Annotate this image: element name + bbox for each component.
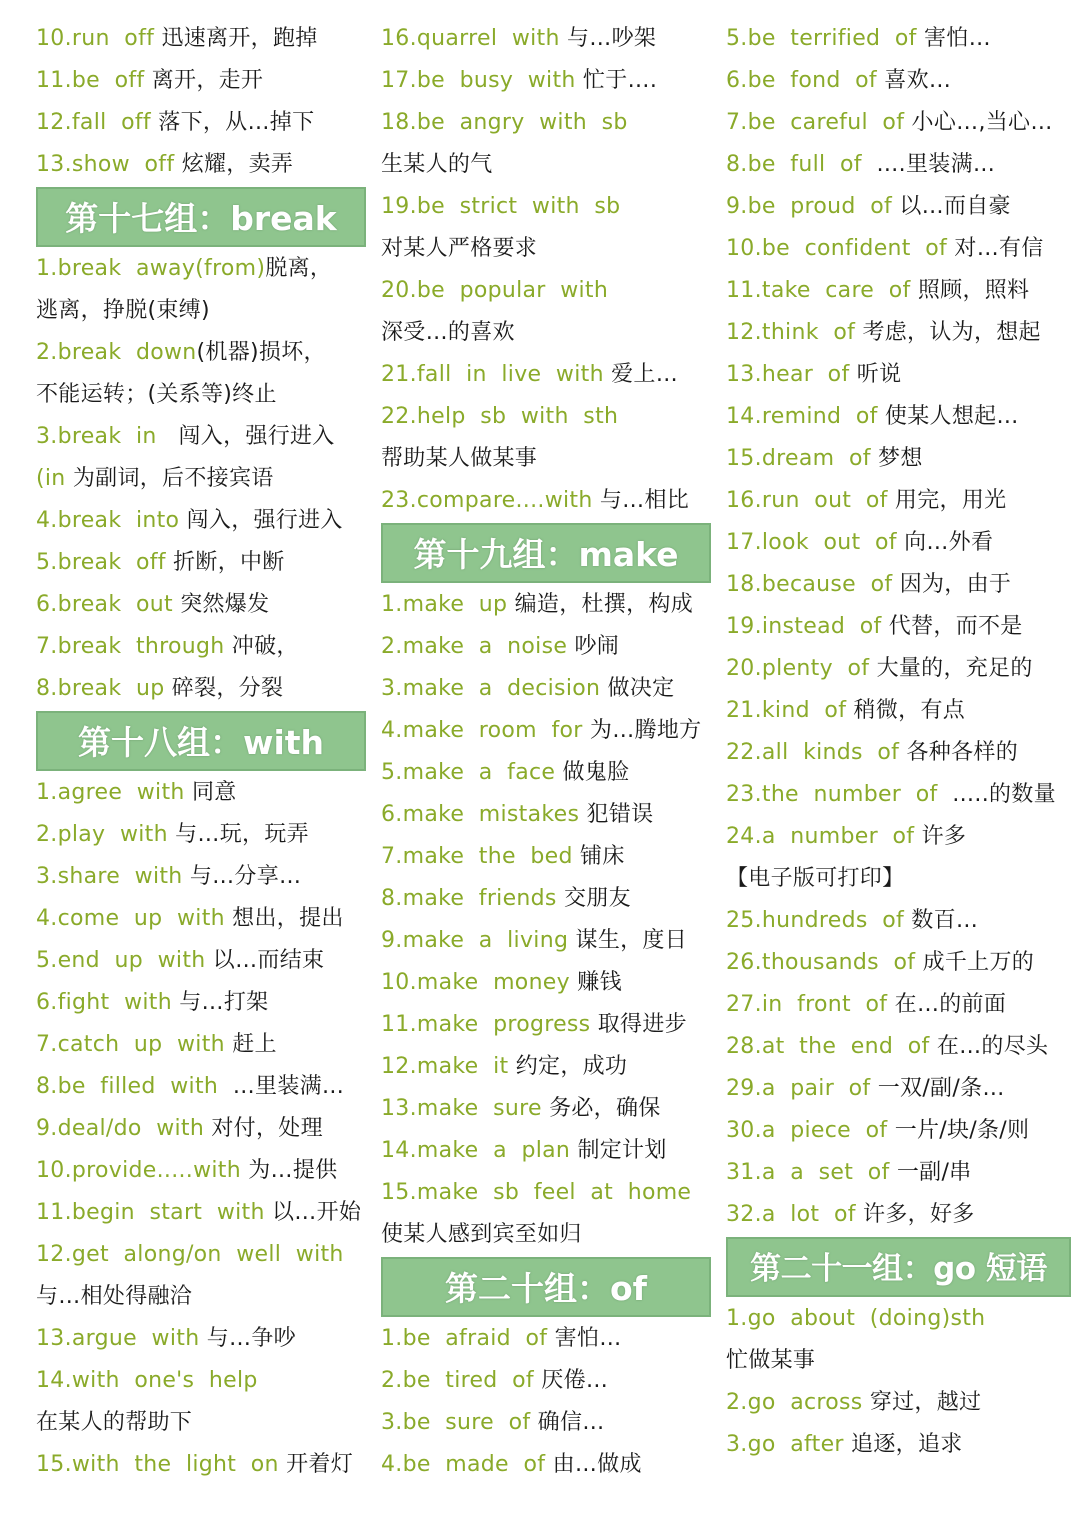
- phrase-item: [36, 416, 366, 458]
- phrase-chinese: 在…的尽头: [936, 1034, 1049, 1059]
- phrase-chinese: 谋生，度日: [575, 928, 688, 953]
- phrase-english: 14.make a plan: [381, 1138, 578, 1163]
- phrase-item: [381, 186, 711, 228]
- phrase-item: [726, 270, 1071, 312]
- phrase-english: 29.a pair of: [726, 1076, 878, 1101]
- phrase-chinese: 冲破，: [231, 634, 299, 659]
- phrase-english: 31.a a set of: [726, 1160, 897, 1185]
- phrase-english: 10.make money: [381, 970, 578, 995]
- phrase-chinese: 数百…: [911, 908, 979, 933]
- column-1: [36, 18, 366, 1486]
- phrase-chinese: 帮助某人做某事: [381, 446, 538, 471]
- phrase-item: [726, 144, 1071, 186]
- phrase-english: 6.be fond of: [726, 68, 885, 93]
- phrase-item: [36, 1024, 366, 1066]
- phrase-english: 19.instead of: [726, 614, 889, 639]
- phrase-chinese: 用完，用光: [894, 488, 1007, 513]
- phrase-english: 10.run off: [36, 26, 162, 51]
- group-header: 第十八组：with: [36, 711, 366, 771]
- phrase-item: [36, 332, 366, 374]
- phrase-english: 11.begin start with: [36, 1200, 272, 1225]
- phrase-chinese: 与…争吵: [206, 1326, 296, 1351]
- phrase-chinese: 对…有信: [954, 236, 1044, 261]
- phrase-chinese: 考虑，认为，想起: [862, 320, 1041, 345]
- phrase-item: [381, 1214, 711, 1256]
- phrase-english: 1.break away(from): [36, 256, 266, 281]
- phrase-chinese: 一片/块/条/则: [894, 1118, 1030, 1143]
- phrase-chinese: 以…而结束: [212, 948, 325, 973]
- phrase-item: [726, 60, 1071, 102]
- phrase-item: [36, 1108, 366, 1150]
- phrase-chinese: 对某人严格要求: [381, 236, 538, 261]
- phrase-chinese: 爱上…: [611, 362, 679, 387]
- phrase-item: [726, 354, 1071, 396]
- phrase-english: 25.hundreds of: [726, 908, 912, 933]
- phrase-chinese: 梦想: [878, 446, 923, 471]
- phrase-english: 8.make friends: [381, 886, 564, 911]
- phrase-english: 11.take care of: [726, 278, 918, 303]
- phrase-english: 6.break out: [36, 592, 181, 617]
- phrase-item: [726, 690, 1071, 732]
- phrase-english: 1.be afraid of: [381, 1326, 555, 1351]
- phrase-english: 15.dream of: [726, 446, 879, 471]
- phrase-chinese: 吵闹: [574, 634, 620, 659]
- phrase-chinese: 制定计划: [577, 1138, 667, 1163]
- phrase-chinese: 对付，处理: [211, 1116, 323, 1141]
- phrase-english: 10.provide.....with: [36, 1158, 249, 1183]
- phrase-chinese: 喜欢…: [884, 68, 952, 93]
- phrase-item: [726, 774, 1071, 816]
- phrase-chinese: 使某人想起…: [884, 404, 1019, 429]
- phrase-item: [726, 858, 1071, 900]
- phrase-chinese: 交朋友: [563, 886, 631, 911]
- phrase-chinese: 与…相比: [599, 488, 690, 513]
- phrase-english: 17.look out of: [726, 530, 905, 555]
- phrase-chinese: 赚钱: [577, 970, 622, 995]
- phrase-chinese: 铺床: [580, 844, 625, 869]
- phrase-item: [36, 814, 366, 856]
- phrase-chinese: 使某人感到宾至如归: [381, 1222, 582, 1247]
- phrase-item: [36, 1360, 366, 1402]
- phrase-item: [381, 1172, 711, 1214]
- phrase-chinese: 做决定: [607, 676, 675, 701]
- phrase-item: [36, 1150, 366, 1192]
- phrase-english: 1.make up: [381, 592, 515, 617]
- phrase-english: 20.plenty of: [726, 656, 877, 681]
- phrase-chinese: 在某人的帮助下: [36, 1410, 193, 1435]
- phrase-english: 2.make a noise: [381, 634, 575, 659]
- phrase-chinese: 落下，从…掉下: [158, 110, 315, 135]
- phrase-chinese: 与…相处得融洽: [36, 1284, 193, 1309]
- phrase-english: 13.hear of: [726, 362, 857, 387]
- phrase-chinese: 取得进步: [597, 1012, 687, 1037]
- phrase-item: [381, 836, 711, 878]
- phrase-item: [726, 900, 1071, 942]
- phrase-english: 18.be angry with sb: [381, 110, 628, 135]
- phrase-item: [726, 1340, 1071, 1382]
- column-2: [381, 18, 711, 1486]
- phrase-english: 7.break through: [36, 634, 232, 659]
- phrase-english: 20.be popular with: [381, 278, 609, 303]
- phrase-item: [36, 1318, 366, 1360]
- phrase-item: [36, 60, 366, 102]
- phrase-english: 15.with the light on: [36, 1452, 287, 1477]
- phrase-chinese: 为…腾地方: [589, 718, 702, 743]
- phrase-chinese: 许多，好多: [863, 1202, 975, 1227]
- phrase-english: 14.with one's help: [36, 1368, 258, 1393]
- phrase-chinese: 忙做某事: [726, 1348, 816, 1373]
- phrase-english: 3.make a decision: [381, 676, 608, 701]
- phrase-english: 15.make sb feel at home: [381, 1180, 692, 1205]
- phrase-item: [36, 1402, 366, 1444]
- phrase-item: [726, 228, 1071, 270]
- phrase-chinese: 一双/副/条…: [877, 1076, 1005, 1101]
- group-header: 第二十一组：go 短语: [726, 1237, 1071, 1297]
- phrase-item: [726, 564, 1071, 606]
- phrase-english: 16.run out of: [726, 488, 895, 513]
- phrase-item: [36, 626, 366, 668]
- phrase-english: 14.remind of: [726, 404, 885, 429]
- phrase-chinese: 以…而自豪: [899, 194, 1011, 219]
- phrase-chinese: 犯错误: [586, 802, 654, 827]
- phrase-item: [36, 1444, 366, 1486]
- phrase-chinese: 闯入，强行进入: [186, 508, 343, 533]
- phrase-item: [381, 1004, 711, 1046]
- phrase-english: 4.make room for: [381, 718, 590, 743]
- phrase-item: [381, 18, 711, 60]
- phrase-item: [726, 522, 1071, 564]
- phrase-item: [381, 794, 711, 836]
- phrase-item: [726, 186, 1071, 228]
- phrase-english: 11.make progress: [381, 1012, 598, 1037]
- phrase-chinese: 稍微，有点: [853, 698, 966, 723]
- phrase-chinese: 穿过，越过: [869, 1390, 982, 1415]
- phrase-chinese: 追逐，追求: [851, 1432, 963, 1457]
- phrase-chinese: 大量的，充足的: [876, 656, 1033, 681]
- phrase-item: [726, 816, 1071, 858]
- phrase-item: [726, 648, 1071, 690]
- phrase-english: 9.deal/do with: [36, 1116, 212, 1141]
- phrase-english: 12.fall off: [36, 110, 159, 135]
- phrase-english: 16.quarrel with: [381, 26, 567, 51]
- phrase-item: [381, 312, 711, 354]
- phrase-item: [381, 1046, 711, 1088]
- phrase-item: [381, 1318, 711, 1360]
- phrase-item: [36, 1066, 366, 1108]
- phrase-english: 28.at the end of: [726, 1034, 937, 1059]
- phrase-english: 2.go across: [726, 1390, 870, 1415]
- phrase-item: [36, 290, 366, 332]
- phrase-english: 8.be full of: [726, 152, 877, 177]
- phrase-chinese: 逃离，挣脱(束缚): [36, 298, 210, 323]
- phrase-chinese: 脱离，: [265, 256, 333, 281]
- phrase-english: 8.break up: [36, 676, 172, 701]
- phrase-english: 12.make it: [381, 1054, 516, 1079]
- phrase-english: 30.a piece of: [726, 1118, 895, 1143]
- phrase-item: [381, 1130, 711, 1172]
- phrase-chinese: 折断，中断: [173, 550, 285, 575]
- phrase-english: 10.be confident of: [726, 236, 955, 261]
- group-header: 第二十组：of: [381, 1257, 711, 1317]
- phrase-item: [381, 480, 711, 522]
- phrase-item: [36, 940, 366, 982]
- phrase-chinese: 同意: [191, 780, 237, 805]
- phrase-item: [381, 878, 711, 920]
- phrase-chinese: 离开，走开: [151, 68, 264, 93]
- phrase-item: [726, 102, 1071, 144]
- phrase-item: [726, 606, 1071, 648]
- phrase-english: 23.compare....with: [381, 488, 600, 513]
- phrase-item: [381, 1088, 711, 1130]
- phrase-english: 18.because of: [726, 572, 900, 597]
- phrase-english: 8.be filled with: [36, 1074, 233, 1099]
- phrase-item: [726, 1110, 1071, 1152]
- phrase-english: 21.fall in live with: [381, 362, 612, 387]
- phrase-item: [381, 1402, 711, 1444]
- phrase-chinese: 许多: [921, 824, 967, 849]
- phrase-chinese: 小心…,当心…: [911, 110, 1053, 135]
- phrase-chinese: 务必，确保: [549, 1096, 661, 1121]
- phrase-item: [36, 772, 366, 814]
- phrase-english: 22.help sb with sth: [381, 404, 619, 429]
- phrase-chinese: ….里装满…: [876, 152, 996, 177]
- phrase-item: [36, 144, 366, 186]
- phrase-english: 19.be strict with sb: [381, 194, 621, 219]
- phrase-english: 5.break off: [36, 550, 174, 575]
- phrase-chinese: 与…分享…: [189, 864, 302, 889]
- phrase-chinese: 迅速离开，跑掉: [161, 26, 318, 51]
- phrase-english: 7.be careful of: [726, 110, 912, 135]
- phrase-item: [726, 1194, 1071, 1236]
- phrase-item: [381, 354, 711, 396]
- phrase-item: [381, 584, 711, 626]
- phrase-chinese: 代替，而不是: [888, 614, 1023, 639]
- phrase-english: 5.be terrified of: [726, 26, 924, 51]
- phrase-item: [726, 1298, 1071, 1340]
- phrase-chinese: 听说: [856, 362, 902, 387]
- phrase-item: [36, 1234, 366, 1276]
- phrase-chinese: 照顾，照料: [917, 278, 1030, 303]
- phrase-english: 4.be made of: [381, 1452, 553, 1477]
- phrase-english: 17.be busy with: [381, 68, 583, 93]
- phrase-item: [381, 144, 711, 186]
- phrase-item: [381, 60, 711, 102]
- phrase-english: 22.all kinds of: [726, 740, 907, 765]
- phrase-english: 11.be off: [36, 68, 152, 93]
- phrase-english: 5.make a face: [381, 760, 563, 785]
- phrase-english: 9.make a living: [381, 928, 576, 953]
- phrase-english: 6.fight with: [36, 990, 180, 1015]
- phrase-english: 13.show off: [36, 152, 182, 177]
- phrase-english: 4.break into: [36, 508, 187, 533]
- phrase-english: 12.get along/on well with: [36, 1242, 344, 1267]
- phrase-chinese: 不能运转；(关系等)终止: [36, 382, 277, 407]
- phrase-chinese: 向…外看: [904, 530, 994, 555]
- phrase-chinese: 各种各样的: [906, 740, 1019, 765]
- phrase-chinese: 闯入，强行进入: [178, 424, 335, 449]
- phrase-chinese: 与…玩，玩弄: [175, 822, 309, 847]
- phrase-item: [381, 1444, 711, 1486]
- phrase-chinese: 赶上: [232, 1032, 277, 1057]
- phrase-item: [381, 752, 711, 794]
- phrase-chinese: 炫耀，卖弄: [181, 152, 294, 177]
- phrase-chinese: 害怕…: [924, 26, 991, 51]
- phrase-item: [381, 102, 711, 144]
- phrase-item: [36, 1276, 366, 1318]
- phrase-item: [36, 982, 366, 1024]
- phrase-chinese: 为副词，后不接宾语: [72, 466, 274, 491]
- phrase-english: 2.be tired of: [381, 1368, 542, 1393]
- phrase-english: 3.break in: [36, 424, 179, 449]
- phrase-chinese: 突然爆发: [180, 592, 270, 617]
- phrase-chinese: 为…提供: [248, 1158, 338, 1183]
- phrase-item: [726, 984, 1071, 1026]
- phrase-item: [36, 102, 366, 144]
- phrase-chinese: 害怕…: [554, 1326, 622, 1351]
- phrase-english: 7.make the bed: [381, 844, 581, 869]
- phrase-item: [36, 1192, 366, 1234]
- phrase-item: [381, 668, 711, 710]
- phrase-english: 24.a number of: [726, 824, 922, 849]
- phrase-item: [726, 942, 1071, 984]
- phrase-item: [381, 626, 711, 668]
- phrase-chinese: 做鬼脸: [562, 760, 630, 785]
- phrase-chinese: 【电子版可打印】: [726, 866, 905, 891]
- phrase-english: 2.break down: [36, 340, 197, 365]
- phrase-item: [381, 962, 711, 1004]
- phrase-english: 7.catch up with: [36, 1032, 233, 1057]
- phrase-item: [726, 480, 1071, 522]
- group-header: 第十七组：break: [36, 187, 366, 247]
- phrase-item: [36, 374, 366, 416]
- phrase-chinese: 在…的前面: [894, 992, 1007, 1017]
- phrase-item: [726, 732, 1071, 774]
- phrase-item: [726, 396, 1071, 438]
- phrase-chinese: 因为，由于: [899, 572, 1012, 597]
- phrase-english: 12.think of: [726, 320, 863, 345]
- phrase-english: 21.kind of: [726, 698, 854, 723]
- phrase-english: 27.in front of: [726, 992, 895, 1017]
- phrase-item: [36, 668, 366, 710]
- phrase-item: [726, 438, 1071, 480]
- phrase-item: [381, 920, 711, 962]
- phrase-english: 5.end up with: [36, 948, 213, 973]
- phrase-chinese: 与…吵架: [567, 26, 657, 51]
- phrase-item: [36, 584, 366, 626]
- phrase-item: [381, 1360, 711, 1402]
- phrase-chinese: 成千上万的: [922, 950, 1035, 975]
- phrase-item: [36, 500, 366, 542]
- phrase-english: 32.a lot of: [726, 1202, 864, 1227]
- phrase-item: [726, 1424, 1071, 1466]
- phrase-item: [36, 458, 366, 500]
- phrase-english: 1.go about (doing)sth: [726, 1306, 986, 1331]
- phrase-english: 9.be proud of: [726, 194, 900, 219]
- phrase-item: [36, 856, 366, 898]
- phrase-item: [36, 248, 366, 290]
- phrase-item: [381, 270, 711, 312]
- phrase-english: 2.play with: [36, 822, 176, 847]
- phrase-item: [726, 18, 1071, 60]
- phrase-chinese: …..的数量: [952, 782, 1056, 807]
- phrase-chinese: 生某人的气: [381, 152, 493, 177]
- phrase-item: [36, 898, 366, 940]
- phrase-chinese: 以…开始: [272, 1200, 362, 1225]
- phrase-chinese: 确信…: [537, 1410, 605, 1435]
- phrase-english: 23.the number of: [726, 782, 953, 807]
- phrase-item: [726, 312, 1071, 354]
- phrase-item: [381, 228, 711, 270]
- phrase-item: [726, 1068, 1071, 1110]
- phrase-chinese: 约定，成功: [515, 1054, 628, 1079]
- phrase-chinese: 编造，杜撰，构成: [514, 592, 693, 617]
- column-3: [726, 18, 1071, 1466]
- phrase-english: 1.agree with: [36, 780, 192, 805]
- phrase-item: [726, 1382, 1071, 1424]
- phrase-chinese: 开着灯: [286, 1452, 353, 1477]
- phrase-chinese: 想出，提出: [232, 906, 344, 931]
- group-header: 第十九组：make: [381, 523, 711, 583]
- phrase-item: [381, 710, 711, 752]
- phrase-english: 13.make sure: [381, 1096, 550, 1121]
- phrase-chinese: 一副/串: [896, 1160, 972, 1185]
- phrase-english: 6.make mistakes: [381, 802, 587, 827]
- phrase-item: [36, 18, 366, 60]
- phrase-english: 4.come up with: [36, 906, 233, 931]
- phrase-item: [36, 542, 366, 584]
- phrase-english: 3.go after: [726, 1432, 852, 1457]
- phrase-item: [726, 1152, 1071, 1194]
- phrase-item: [381, 396, 711, 438]
- phrase-chinese: 忙于….: [582, 68, 658, 93]
- phrase-chinese: (机器)损坏，: [196, 340, 326, 365]
- phrase-chinese: 与…打架: [179, 990, 269, 1015]
- phrase-english: (in: [36, 466, 73, 491]
- phrase-english: 13.argue with: [36, 1326, 207, 1351]
- phrase-chinese: 由…做成: [552, 1452, 642, 1477]
- phrase-english: 3.be sure of: [381, 1410, 538, 1435]
- phrase-english: 26.thousands of: [726, 950, 923, 975]
- phrase-chinese: …里装满…: [232, 1074, 345, 1099]
- phrase-english: 3.share with: [36, 864, 190, 889]
- phrase-item: [726, 1026, 1071, 1068]
- phrase-item: [381, 438, 711, 480]
- phrase-chinese: 深受…的喜欢: [381, 320, 515, 345]
- phrase-chinese: 碎裂，分裂: [171, 676, 284, 701]
- phrase-chinese: 厌倦…: [541, 1368, 609, 1393]
